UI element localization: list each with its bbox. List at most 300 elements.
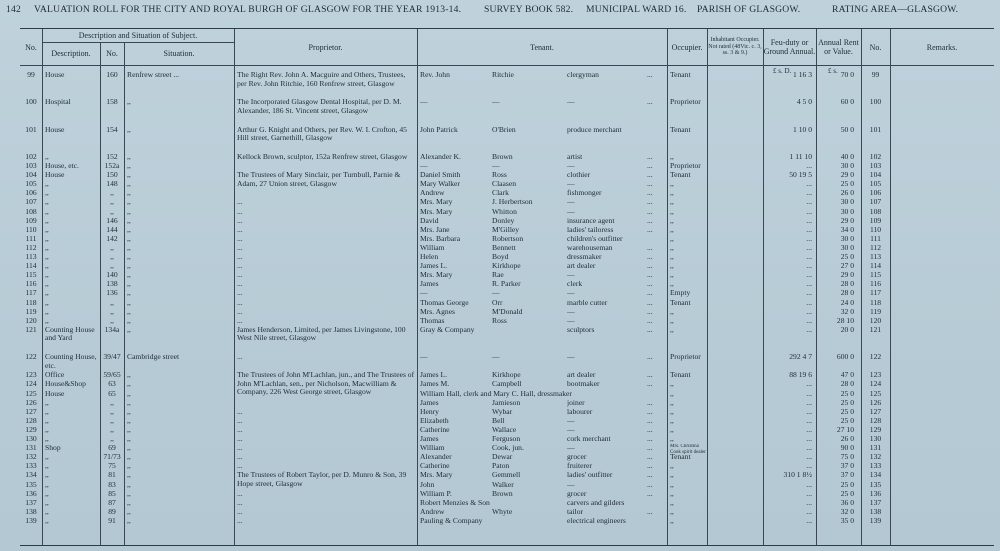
row-occupier: ,, xyxy=(670,243,674,252)
row-tenant-first: John Patrick xyxy=(420,125,458,134)
page-title: VALUATION ROLL FOR THE CITY AND ROYAL BURGH OF GLASGOW FOR THE YEAR 1913-14. xyxy=(34,4,462,15)
row-situation: ,, xyxy=(127,325,131,334)
row-proprietor: ... xyxy=(237,435,243,443)
row-tenant-dots: ... xyxy=(647,316,653,325)
row-description: ,, xyxy=(45,180,49,189)
row-tenant-surname: Orr xyxy=(492,298,503,307)
row-tenant-first: Thomas xyxy=(420,316,445,325)
row-situation: ,, xyxy=(127,271,131,280)
row-feu-duty: ... xyxy=(806,298,812,307)
row-situation: ,, xyxy=(127,189,131,198)
row-no: 130 xyxy=(25,435,37,443)
row-tenant-first: Mrs. Mary xyxy=(420,471,453,480)
row-tenant-surname: — xyxy=(492,162,500,170)
row-tenant-surname: Bell xyxy=(492,416,505,425)
row-tenant-first: Mrs. Barbara xyxy=(420,234,461,243)
row-annual-rent: 25 0 xyxy=(840,253,854,261)
row-tenant-first: James xyxy=(420,398,439,407)
row-no: 106 xyxy=(25,189,37,198)
row-proprietor: ... xyxy=(237,498,243,507)
row-annual-rent: 25 0 xyxy=(840,416,854,425)
row-tenant-first: William Hall, clerk and Mary C. Hall, dressmaker xyxy=(420,389,572,398)
row-tenant-dots: ... xyxy=(647,243,653,252)
row-tenant-occupation: electrical engineers xyxy=(567,516,626,525)
row-tenant-surname: Boyd xyxy=(492,253,509,261)
row-tenant-dots: ... xyxy=(647,471,653,480)
row-situation: ,, xyxy=(127,225,131,234)
row-description: ,, xyxy=(45,152,49,161)
row-tenant-surname: Campbell xyxy=(492,380,522,389)
row-occupier: ,, xyxy=(670,152,674,161)
row-no-right: 109 xyxy=(869,216,882,225)
rating-area: RATING AREA—GLASGOW. xyxy=(832,4,959,15)
row-occupier: ,, xyxy=(670,407,674,416)
row-situation: ,, xyxy=(127,425,131,434)
row-tenant-first: Robert Menzies & Son xyxy=(420,498,490,507)
row-tenant-occupation: grocer xyxy=(567,453,587,462)
row-tenant-first: John xyxy=(420,480,435,489)
row-annual-rent: 36 0 xyxy=(840,498,854,507)
row-tenant-occupation: — xyxy=(567,98,575,107)
row-no: 110 xyxy=(25,225,37,234)
row-no: 120 xyxy=(25,316,37,325)
row-proprietor: ... xyxy=(237,462,243,471)
row-tenant-dots: ... xyxy=(647,262,653,271)
row-house-number: 154 xyxy=(106,125,118,134)
row-tenant-first: — xyxy=(420,353,428,362)
row-tenant-surname: Bennett xyxy=(492,243,516,252)
row-proprietor: ... xyxy=(237,262,243,271)
row-no: 126 xyxy=(25,398,37,407)
row-tenant-first: Mrs. Agnes xyxy=(420,307,456,316)
row-tenant-first: — xyxy=(420,289,428,298)
row-no-right: 138 xyxy=(869,507,882,516)
row-occupier: ,, xyxy=(670,253,674,261)
row-no: 102 xyxy=(25,152,37,161)
row-tenant-occupation: cork merchant xyxy=(567,435,611,443)
row-house-number: ,, xyxy=(110,298,114,307)
row-tenant-surname: Whyte xyxy=(492,507,513,516)
row-house-number: 65 xyxy=(108,389,116,398)
row-no: 119 xyxy=(25,307,37,316)
row-description: ,, xyxy=(45,234,49,243)
row-description: ,, xyxy=(45,189,49,198)
row-tenant-first: Thomas George xyxy=(420,298,469,307)
row-tenant-surname: Jamieson xyxy=(492,398,521,407)
row-tenant-first: Daniel Smith xyxy=(420,171,461,180)
row-occupier: ,, xyxy=(670,471,674,480)
row-no: 104 xyxy=(25,171,37,180)
row-feu-duty: ... xyxy=(806,416,812,425)
row-situation: ,, xyxy=(127,298,131,307)
row-no-right: 105 xyxy=(869,180,882,189)
row-occupier: ,, xyxy=(670,271,674,280)
row-tenant-dots: ... xyxy=(647,225,653,234)
page-number: 142 xyxy=(6,4,21,15)
row-feu-duty: ... xyxy=(806,253,812,261)
row-house-number: 158 xyxy=(106,98,118,107)
row-situation: ,, xyxy=(127,125,131,134)
row-occupier: ,, xyxy=(670,462,674,471)
row-description: House xyxy=(45,125,65,134)
row-house-number: 91 xyxy=(108,516,116,525)
row-tenant-first: William xyxy=(420,243,445,252)
row-no: 133 xyxy=(25,462,37,471)
row-no-right: 128 xyxy=(869,416,882,425)
row-tenant-dots: ... xyxy=(647,253,653,261)
row-description: ,, xyxy=(45,416,49,425)
row-no-right: 118 xyxy=(869,298,882,307)
row-annual-rent: 30 0 xyxy=(840,207,854,216)
row-tenant-first: Elizabeth xyxy=(420,416,449,425)
row-tenant-dots: ... xyxy=(647,307,653,316)
row-description: ,, xyxy=(45,271,49,280)
row-feu-duty: ... xyxy=(806,234,812,243)
row-proprietor: ... xyxy=(237,253,243,261)
row-no-right: 112 xyxy=(869,243,882,252)
row-occupier: Mrs. Christina Cook spirit dealer xyxy=(670,444,706,455)
row-no: 135 xyxy=(25,480,37,489)
row-feu-duty: ... xyxy=(806,380,812,389)
row-no-right: 110 xyxy=(869,225,882,234)
row-occupier: ,, xyxy=(670,198,674,207)
rent-units: £ s. xyxy=(828,67,838,75)
row-tenant-occupation: ladies' tailoress xyxy=(567,225,614,234)
row-tenant-dots: ... xyxy=(647,398,653,407)
row-situation: ,, xyxy=(127,207,131,216)
survey-book: SURVEY BOOK 582. xyxy=(484,4,574,15)
row-tenant-first: Andrew xyxy=(420,189,445,198)
parish: PARISH OF GLASGOW. xyxy=(697,4,801,15)
row-house-number: 39/47 xyxy=(103,353,121,362)
row-proprietor: ... xyxy=(237,234,243,243)
row-occupier: ,, xyxy=(670,180,674,189)
row-tenant-occupation: bootmaker xyxy=(567,380,600,389)
row-description: ,, xyxy=(45,453,49,462)
row-description: ,, xyxy=(45,307,49,316)
row-no-right: 107 xyxy=(869,198,882,207)
row-tenant-dots: ... xyxy=(647,289,653,298)
row-no: 131 xyxy=(25,444,37,453)
row-description: ,, xyxy=(45,289,49,298)
row-tenant-dots: ... xyxy=(647,325,653,334)
row-feu-duty: ... xyxy=(806,262,812,271)
row-annual-rent: 25 0 xyxy=(840,398,854,407)
row-tenant-dots: ... xyxy=(647,489,653,498)
row-occupier: Tenant xyxy=(670,125,691,134)
row-situation: ,, xyxy=(127,480,131,489)
row-situation: ,, xyxy=(127,407,131,416)
row-feu-duty: ... xyxy=(806,307,812,316)
row-tenant-first: — xyxy=(420,162,428,170)
row-house-number: 71/73 xyxy=(103,453,121,462)
row-feu-duty: 88 19 6 xyxy=(789,371,812,380)
row-situation: ,, xyxy=(127,243,131,252)
row-description: ,, xyxy=(45,198,49,207)
row-tenant-first: Mary Walker xyxy=(420,180,460,189)
row-description: ,, xyxy=(45,480,49,489)
row-no: 117 xyxy=(25,289,37,298)
row-no-right: 123 xyxy=(869,371,882,380)
row-situation: ,, xyxy=(127,371,131,380)
row-annual-rent: 30 0 xyxy=(840,162,854,170)
row-occupier: ,, xyxy=(670,207,674,216)
row-house-number: 75 xyxy=(108,462,116,471)
row-tenant-occupation: carvers and gilders xyxy=(567,498,625,507)
row-no: 127 xyxy=(25,407,37,416)
row-tenant-surname: R. Parker xyxy=(492,280,521,289)
row-tenant-surname: — xyxy=(492,353,500,362)
row-tenant-first: — xyxy=(420,98,428,107)
row-house-number: 81 xyxy=(108,471,116,480)
valuation-table xyxy=(20,28,994,546)
row-annual-rent: 27 10 xyxy=(836,425,854,434)
row-tenant-surname: Wybar xyxy=(492,407,513,416)
row-house-number: 69 xyxy=(108,444,116,453)
row-house-number: ,, xyxy=(110,198,114,207)
row-feu-duty: ... xyxy=(806,507,812,516)
row-proprietor: The Trustees of Robert Taylor, per D. Munro & Son, 39 Hope street, Glasgow xyxy=(237,471,407,488)
row-tenant-occupation: ladies' outfitter xyxy=(567,471,613,480)
row-tenant-first: David xyxy=(420,216,439,225)
row-no: 139 xyxy=(25,516,37,525)
row-feu-duty: ... xyxy=(806,498,812,507)
row-house-number: 63 xyxy=(108,380,116,389)
row-tenant-dots: ... xyxy=(647,171,653,180)
row-annual-rent: 50 0 xyxy=(840,125,854,134)
col-situation: Situation. xyxy=(163,49,195,58)
row-tenant-surname: Donley xyxy=(492,216,515,225)
col-description: Description. xyxy=(51,49,91,58)
row-no: 137 xyxy=(25,498,37,507)
row-tenant-occupation: marble cutter xyxy=(567,298,608,307)
row-occupier: ,, xyxy=(670,380,674,389)
row-tenant-dots: ... xyxy=(647,435,653,443)
row-no-right: 104 xyxy=(869,171,882,180)
row-proprietor: ... xyxy=(237,416,243,425)
row-no: 138 xyxy=(25,507,37,516)
row-no: 100 xyxy=(25,98,37,107)
row-no-right: 111 xyxy=(870,234,881,243)
row-annual-rent: 600 0 xyxy=(836,353,854,362)
row-tenant-occupation: clergyman xyxy=(567,71,599,79)
row-description: ,, xyxy=(45,280,49,289)
row-description: ,, xyxy=(45,462,49,471)
row-house-number: 59/65 xyxy=(103,371,121,380)
row-tenant-dots: ... xyxy=(647,444,653,453)
row-situation: Renfrew street ... xyxy=(127,71,180,79)
row-feu-duty: 50 19 5 xyxy=(789,171,812,180)
row-proprietor: The Right Rev. John A. Macguire and Others, Trustees, per Rev. John Ritchie, 160 Renfrew street, Glasgow xyxy=(237,71,406,88)
row-tenant-occupation: fishmonger xyxy=(567,189,602,198)
row-no-right: 108 xyxy=(869,207,882,216)
row-no-right: 101 xyxy=(869,125,882,134)
row-no: 116 xyxy=(25,280,37,289)
row-occupier: ,, xyxy=(670,307,674,316)
row-occupier: Proprietor xyxy=(670,353,701,362)
row-tenant-dots: ... xyxy=(647,416,653,425)
row-feu-duty: ... xyxy=(806,425,812,434)
row-house-number: 140 xyxy=(106,271,118,280)
row-annual-rent: 75 0 xyxy=(840,453,854,462)
row-tenant-first: Andrew xyxy=(420,507,445,516)
row-no-right: 121 xyxy=(869,325,882,334)
row-tenant-dots: ... xyxy=(647,462,653,471)
row-annual-rent: 90 0 xyxy=(840,444,854,453)
row-proprietor: ... xyxy=(237,489,243,498)
row-tenant-dots: ... xyxy=(647,189,653,198)
row-no-right: 116 xyxy=(869,280,882,289)
col-occupier: Occupier. xyxy=(671,42,703,52)
row-feu-duty: ... xyxy=(806,453,812,462)
row-no-right: 135 xyxy=(869,480,882,489)
row-annual-rent: 26 0 xyxy=(840,189,854,198)
row-situation: ,, xyxy=(127,316,131,325)
row-feu-duty: 292 4 7 xyxy=(789,353,812,362)
row-no: 113 xyxy=(25,253,37,261)
row-tenant-occupation: artist xyxy=(567,152,583,161)
row-occupier: ,, xyxy=(670,416,674,425)
row-tenant-first: Catherine xyxy=(420,425,450,434)
row-feu-duty: ... xyxy=(806,480,812,489)
row-no-right: 125 xyxy=(869,389,882,398)
row-tenant-first: William xyxy=(420,444,445,453)
row-description: ,, xyxy=(45,516,49,525)
row-tenant-surname: M'Donald xyxy=(492,307,523,316)
row-annual-rent: 47 0 xyxy=(840,371,854,380)
row-tenant-surname: Cook, jun. xyxy=(492,444,524,453)
row-occupier: ,, xyxy=(670,280,674,289)
row-tenant-dots: ... xyxy=(647,371,653,380)
row-tenant-surname: Clark xyxy=(492,189,509,198)
row-situation: ,, xyxy=(127,462,131,471)
row-house-number: 142 xyxy=(106,234,118,243)
row-situation: ,, xyxy=(127,262,131,271)
row-tenant-first: James M. xyxy=(420,380,450,389)
row-annual-rent: 28 10 xyxy=(836,316,854,325)
row-no-right: 103 xyxy=(869,162,882,170)
row-situation: ,, xyxy=(127,280,131,289)
row-tenant-occupation: — xyxy=(567,444,575,453)
row-house-number: 134a xyxy=(104,325,120,334)
page-header xyxy=(0,4,1000,18)
row-no-right: 114 xyxy=(869,262,882,271)
row-annual-rent: 20 0 xyxy=(840,325,854,334)
row-tenant-occupation: — xyxy=(567,307,575,316)
row-feu-duty: ... xyxy=(806,180,812,189)
row-no: 109 xyxy=(25,216,37,225)
row-description: House, etc. xyxy=(45,162,79,170)
row-no-right: 99 xyxy=(871,71,880,79)
feu-units: £ s. D. xyxy=(773,67,792,75)
row-proprietor: James Henderson, Limited, per James Livingstone, 100 West Nile street, Glasgow xyxy=(237,325,406,343)
row-no: 124 xyxy=(25,380,37,389)
row-annual-rent: 25 0 xyxy=(840,480,854,489)
row-no-right: 120 xyxy=(869,316,882,325)
row-no-right: 132 xyxy=(869,453,882,462)
row-description: ,, xyxy=(45,507,49,516)
row-occupier: Proprietor xyxy=(670,162,701,170)
row-no-right: 133 xyxy=(869,462,882,471)
row-tenant-surname: Claasen xyxy=(492,180,517,189)
row-tenant-occupation: dressmaker xyxy=(567,253,602,261)
row-tenant-first: James L. xyxy=(420,262,447,271)
row-feu-duty: ... xyxy=(806,216,812,225)
row-tenant-occupation: — xyxy=(567,425,575,434)
row-no: 123 xyxy=(25,371,37,380)
row-tenant-occupation: — xyxy=(567,289,575,298)
row-tenant-dots: ... xyxy=(647,407,653,416)
row-no-right: 131 xyxy=(869,444,882,453)
row-annual-rent: 37 0 xyxy=(840,471,854,480)
row-feu-duty: ... xyxy=(806,444,812,453)
row-tenant-occupation: — xyxy=(567,480,575,489)
row-proprietor: ... xyxy=(237,316,243,325)
row-feu-duty: ... xyxy=(806,489,812,498)
row-annual-rent: 40 0 xyxy=(840,152,854,161)
row-occupier: ,, xyxy=(670,507,674,516)
row-occupier: Tenant xyxy=(670,171,691,180)
row-no-right: 136 xyxy=(869,489,882,498)
row-no: 111 xyxy=(25,234,37,243)
row-tenant-dots: ... xyxy=(647,425,653,434)
row-tenant-dots: ... xyxy=(647,280,653,289)
row-no: 103 xyxy=(25,162,37,170)
row-description: ,, xyxy=(45,207,49,216)
row-annual-rent: 30 0 xyxy=(840,234,854,243)
row-no-right: 122 xyxy=(869,353,882,362)
row-tenant-surname: Ross xyxy=(492,316,507,325)
row-house-number: ,, xyxy=(110,189,114,198)
row-no: 112 xyxy=(25,243,37,252)
row-tenant-surname: J. Herbertson xyxy=(492,198,533,207)
row-house-number: 85 xyxy=(108,489,116,498)
row-description: ,, xyxy=(45,216,49,225)
row-tenant-first: Mrs. Mary xyxy=(420,207,453,216)
row-tenant-occupation: children's outfitter xyxy=(567,234,623,243)
row-tenant-occupation: clerk xyxy=(567,280,583,289)
row-feu-duty: ... xyxy=(806,462,812,471)
row-situation: ,, xyxy=(127,389,131,398)
row-proprietor: ... xyxy=(237,289,243,298)
row-proprietor: ... xyxy=(237,453,243,462)
row-occupier: ,, xyxy=(670,480,674,489)
row-tenant-occupation: art dealer xyxy=(567,262,596,271)
col-tenant: Tenant. xyxy=(530,42,554,52)
row-proprietor: ... xyxy=(237,271,243,280)
row-no: 105 xyxy=(25,180,37,189)
row-no: 128 xyxy=(25,416,37,425)
row-no: 118 xyxy=(25,298,37,307)
row-feu-duty: ... xyxy=(806,398,812,407)
row-tenant-surname: Walker xyxy=(492,480,514,489)
row-feu-duty: ... xyxy=(806,280,812,289)
row-no-right: 102 xyxy=(869,152,882,161)
row-proprietor: ... xyxy=(237,280,243,289)
row-feu-duty: ... xyxy=(806,271,812,280)
row-description: Shop xyxy=(45,444,61,453)
row-situation: ,, xyxy=(127,416,131,425)
row-no-right: 139 xyxy=(869,516,882,525)
col-no: No. xyxy=(25,42,37,52)
row-house-number: ,, xyxy=(110,262,114,271)
row-situation: ,, xyxy=(127,489,131,498)
row-no-right: 134 xyxy=(869,471,882,480)
row-proprietor: Arthur G. Knight and Others, per Rev. W. I. Crofton, 45 Hill street, Garnethill, Glasgow xyxy=(237,125,407,143)
row-house-number: 150 xyxy=(106,171,118,180)
row-house-number: ,, xyxy=(110,253,114,261)
row-tenant-dots: ... xyxy=(647,216,653,225)
